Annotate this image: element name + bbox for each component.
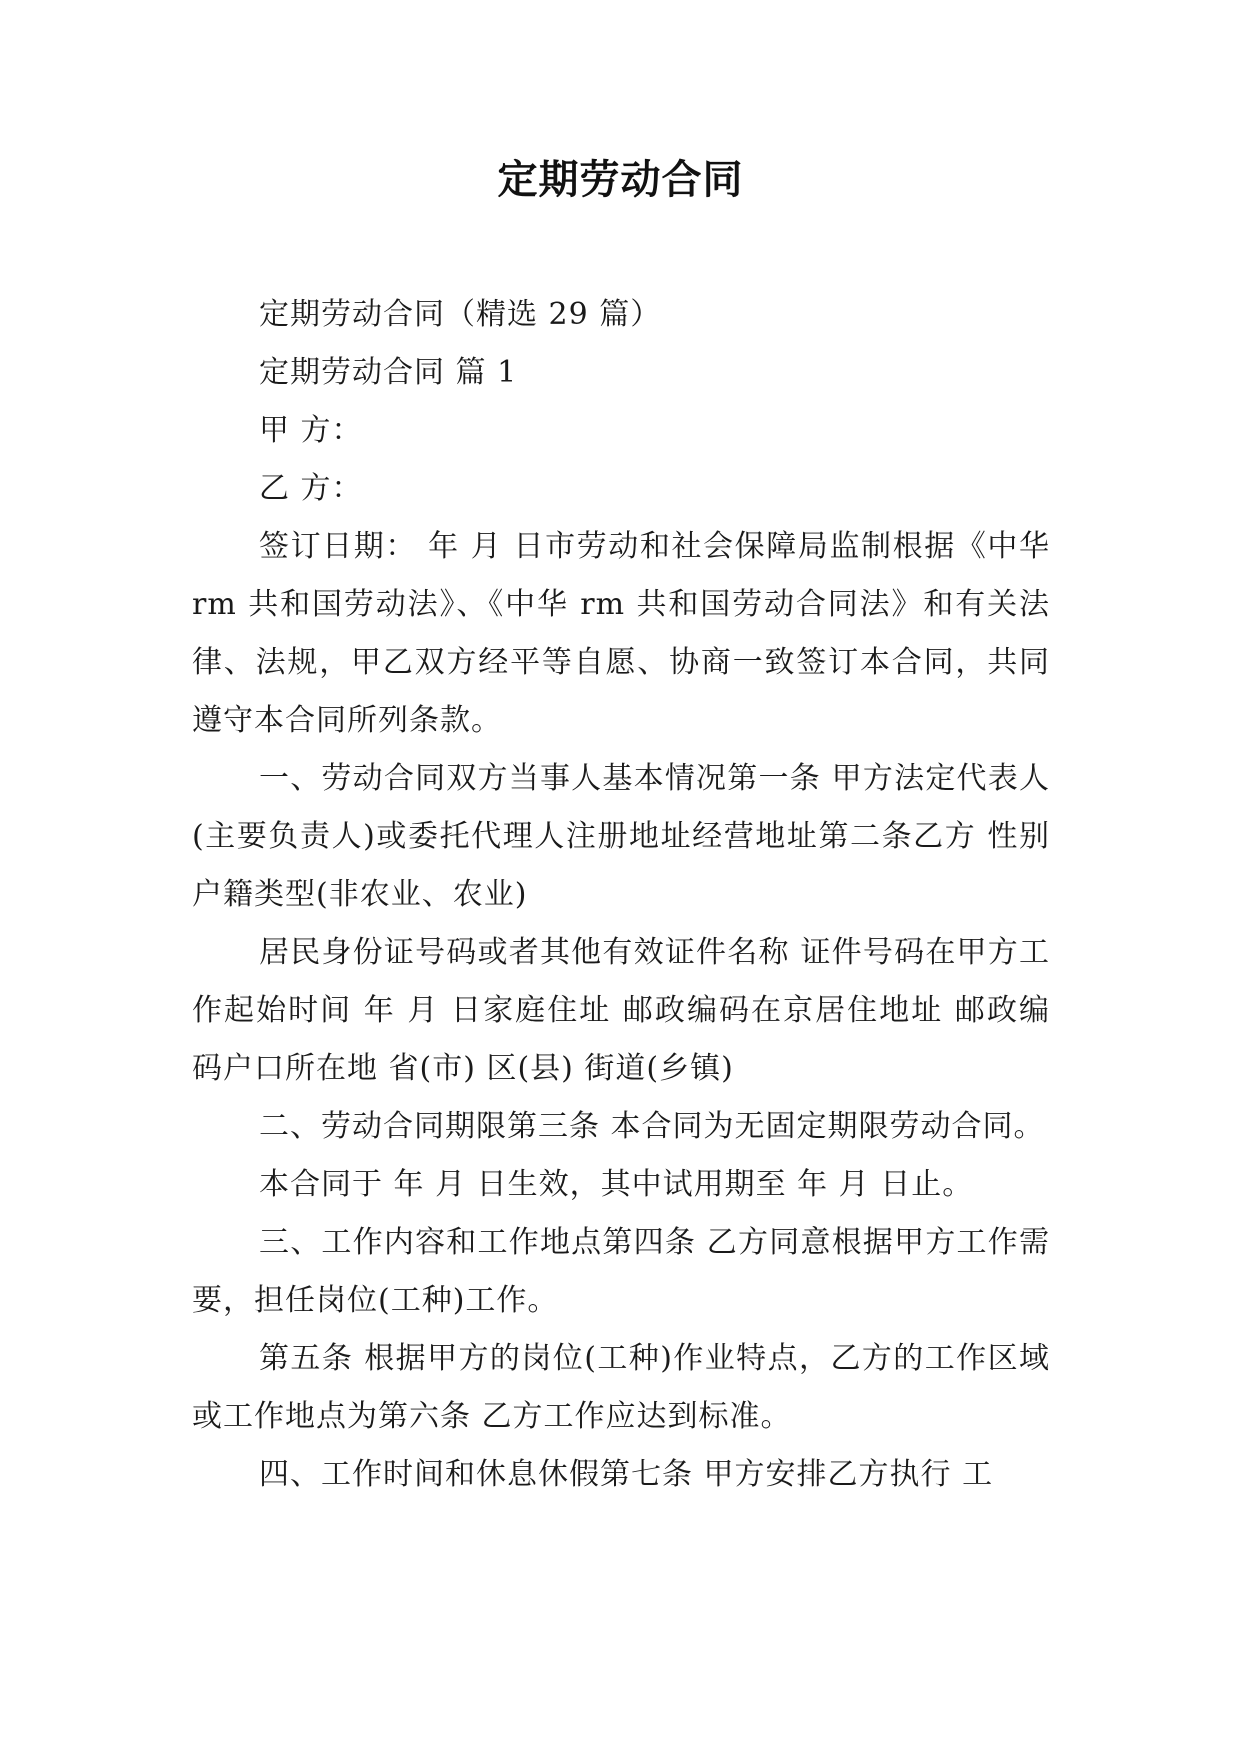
paragraph-effective-date: 本合同于 年 月 日生效，其中试用期至 年 月 日止。: [259, 1167, 974, 1202]
paragraph-work-content: 三、工作内容和工作地点第四条 乙方同意根据甲方工作需要，担任岗位(工种)工作。: [192, 1225, 1050, 1318]
paragraph-id-info: 居民身份证号码或者其他有效证件名称 证件号码在甲方工作起始时间 年 月 日家庭住址 邮政编码在京居住地址 邮政编码户口所在地 省(市) 区(县) 街道(乡镇): [192, 935, 1050, 1086]
paragraph-article-1: 一、劳动合同双方当事人基本情况第一条 甲方法定代表人(主要负责人)或委托代理人注册地址经营地址第二条乙方 性别户籍类型(非农业、农业): [192, 761, 1050, 912]
paragraph-subtitle: 定期劳动合同（精选 29 篇）: [259, 297, 662, 332]
document-title: 定期劳动合同: [497, 157, 744, 203]
paragraph-signing-date: 签订日期： 年 月 日市劳动和社会保障局监制根据《中华 rm 共和国劳动法》、《中华 rm 共和国劳动合同法》和有关法律、法规，甲乙双方经平等自愿、协商一致签订本合同，共同遵守本合同所列条款。: [192, 529, 1050, 738]
document-body: [192, 286, 1050, 1504]
paragraph-party-a: 甲 方：: [259, 413, 363, 448]
paragraph-work-hours: 四、工作时间和休息休假第七条 甲方安排乙方执行 工: [259, 1457, 994, 1492]
paragraph-article-5: 第五条 根据甲方的岗位(工种)作业特点，乙方的工作区域或工作地点为第六条 乙方工作应达到标准。: [192, 1341, 1050, 1434]
paragraph-contract-term: 二、劳动合同期限第三条 本合同为无固定期限劳动合同。: [259, 1109, 1045, 1144]
paragraph-section-heading: 定期劳动合同 篇 1: [259, 355, 518, 390]
paragraph-party-b: 乙 方：: [259, 471, 363, 506]
